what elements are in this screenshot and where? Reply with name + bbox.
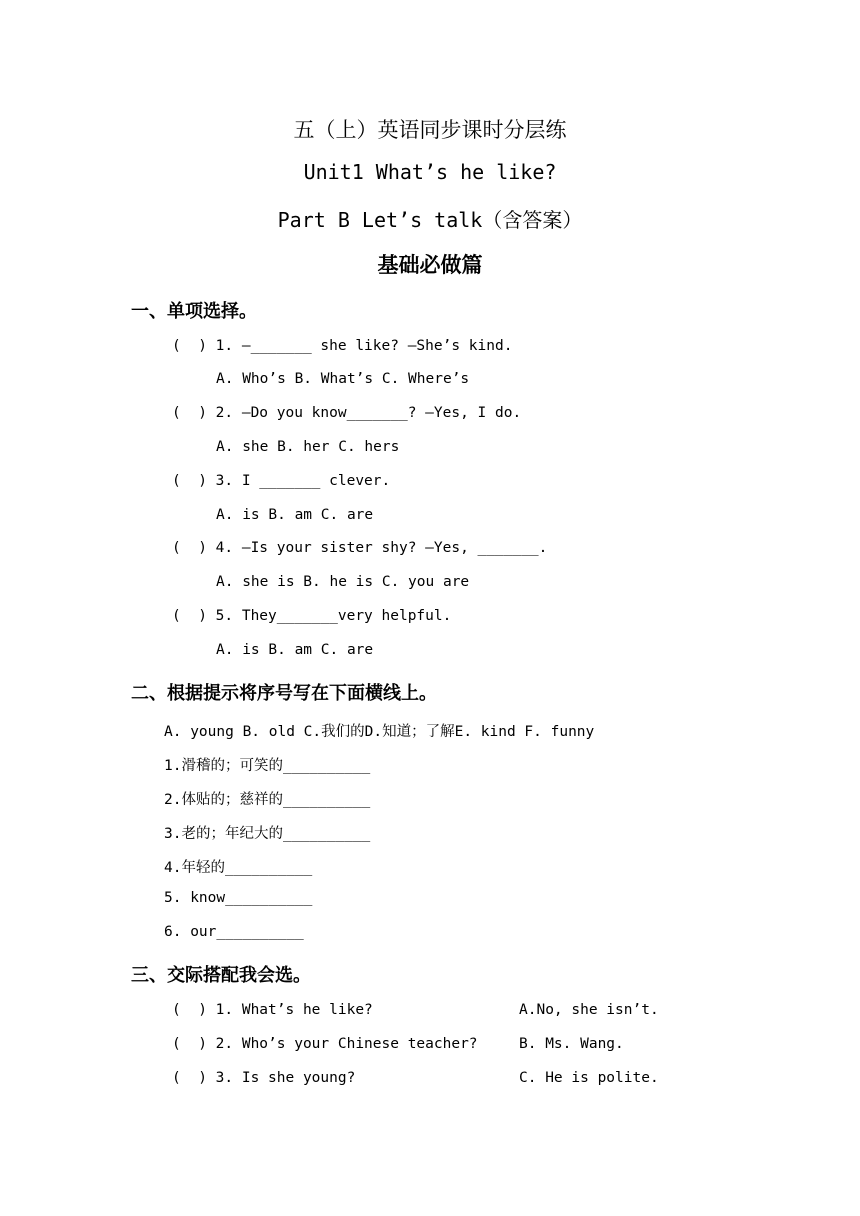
match-answer-b: B. Ms. Wang. bbox=[519, 1036, 624, 1052]
fill-item: 1.滑稽的；可笑的__________ bbox=[164, 758, 371, 774]
question-4: ( ) 4. —Is your sister shy? —Yes, _______. bbox=[172, 540, 548, 556]
question-3-options: A. is B. am C. are bbox=[216, 507, 374, 523]
question-5: ( ) 5. They_______very helpful. bbox=[172, 608, 452, 624]
fill-item: 2.体贴的；慈祥的__________ bbox=[164, 792, 371, 808]
question-4-options: A. she is B. he is C. you are bbox=[216, 574, 470, 590]
match-answer-a: A.No, she isn’t. bbox=[519, 1002, 659, 1018]
hint-options: A. young B. old C.我们的D.知道；了解E. kind F. funny bbox=[164, 724, 595, 740]
section-1-heading: 一、单项选择。 bbox=[131, 301, 257, 322]
match-question-3: ( ) 3. Is she young? bbox=[172, 1070, 356, 1086]
question-5-options: A. is B. am C. are bbox=[216, 642, 374, 658]
fill-item: 4.年轻的__________ bbox=[164, 860, 313, 876]
section-3-heading: 三、交际搭配我会选。 bbox=[131, 965, 311, 986]
worksheet-title: 五（上）英语同步课时分层练 bbox=[293, 118, 567, 142]
unit-title: Unit1 What’s he like? bbox=[303, 160, 557, 184]
question-1: ( ) 1. —_______ she like? —She’s kind. bbox=[172, 338, 513, 354]
match-question-1: ( ) 1. What’s he like? bbox=[172, 1002, 373, 1018]
question-1-options: A. Who’s B. What’s C. Where’s bbox=[216, 371, 470, 387]
question-2-options: A. she B. her C. hers bbox=[216, 439, 400, 455]
part-title: Part B Let’s talk（含答案） bbox=[277, 208, 583, 232]
question-2: ( ) 2. —Do you know_______? —Yes, I do. bbox=[172, 405, 522, 421]
fill-item: 5. know__________ bbox=[164, 890, 313, 906]
fill-item: 6. our__________ bbox=[164, 924, 304, 940]
match-question-2: ( ) 2. Who’s your Chinese teacher? bbox=[172, 1036, 478, 1052]
question-3: ( ) 3. I _______ clever. bbox=[172, 473, 391, 489]
fill-item: 3.老的；年纪大的__________ bbox=[164, 826, 371, 842]
level-title: 基础必做篇 bbox=[377, 253, 483, 277]
section-2-heading: 二、根据提示将序号写在下面横线上。 bbox=[131, 683, 437, 704]
match-answer-c: C. He is polite. bbox=[519, 1070, 659, 1086]
